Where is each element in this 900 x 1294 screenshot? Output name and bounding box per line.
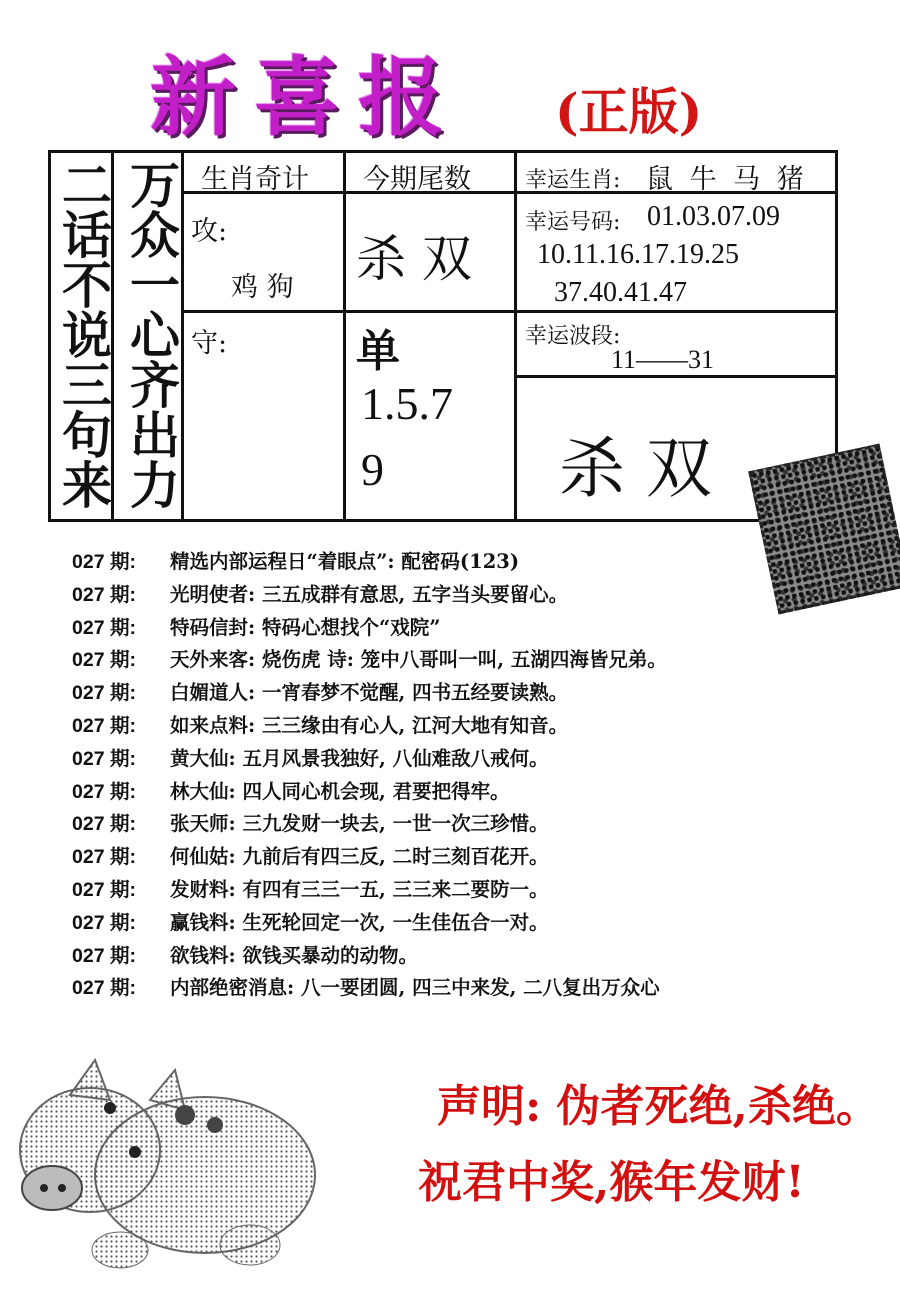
list-item: 027 期: 何仙姑: 九前后有四三反, 二时三刻百花开。	[72, 845, 549, 869]
lucky-band-label: 幸运波段:	[525, 324, 621, 349]
list-item: 027 期: 林大仙: 四人同心机会现, 君要把得牢。	[72, 779, 510, 803]
slogan-right: 万众一心齐出力	[122, 159, 181, 509]
attack-value: 鸡 狗	[231, 272, 294, 303]
lucky-zodiac-label: 幸运生肖:	[525, 168, 621, 193]
slogan-left: 二话不说三句来	[54, 159, 113, 509]
list-item: 027 期: 天外来客: 烧伤虎 诗: 笼中八哥叫一叫, 五湖四海皆兄弟。	[72, 648, 667, 672]
lucky-numbers-1: 01.03.07.09	[647, 201, 780, 232]
prediction-board	[48, 150, 838, 522]
tips-list	[72, 546, 872, 1005]
list-item: 027 期: 欲钱料: 欲钱买暴动的动物。	[72, 943, 418, 967]
list-item: 027 期: 黄大仙: 五月风景我独好, 八仙难敌八戒何。	[72, 746, 549, 770]
tail-digits-2: 9	[361, 444, 384, 495]
lucky-band-value: 11——31	[611, 345, 715, 374]
list-item: 027 期: 精选内部运程日“着眼点”: 配密码(123)	[72, 550, 520, 573]
lucky-number-label: 幸运号码:	[525, 210, 621, 235]
lucky-zodiac-value: 鼠 牛 马 猪	[646, 164, 808, 195]
list-item: 027 期: 张天师: 三九发财一块去, 一世一次三珍惜。	[72, 812, 549, 836]
attack-label: 攻:	[191, 216, 228, 247]
list-item: 027 期: 白媚道人: 一宵春梦不觉醒, 四书五经要读熟。	[72, 681, 569, 705]
piggy-bank-image	[0, 1040, 330, 1290]
list-item: 027 期: 内部绝密消息: 八一要团圆, 四三中来发, 二八复出万众心	[72, 976, 660, 1000]
lucky-numbers-2: 10.11.16.17.19.25	[537, 239, 739, 270]
blessing-text: 祝君中奖,猴年发财!	[418, 1157, 805, 1208]
newspaper-title: 新喜报	[150, 47, 462, 148]
zodiac-plan-header: 生肖奇计	[201, 164, 309, 195]
lucky-kill: 杀 双	[559, 430, 712, 507]
list-item: 027 期: 特码信封: 特码心想找个“戏院”	[72, 615, 441, 639]
single-label: 单	[356, 326, 400, 377]
tail-digits-1: 1.5.7	[361, 378, 453, 429]
list-item: 027 期: 光明使者: 三五成群有意思, 五字当头要留心。	[72, 582, 569, 606]
lucky-numbers-3: 37.40.41.47	[554, 277, 687, 308]
edition-label: (正版)	[555, 82, 703, 141]
list-item: 027 期: 如来点料: 三三缘由有心人, 江河大地有知音。	[72, 713, 569, 737]
list-item: 027 期: 赢钱料: 生死轮回定一次, 一生佳伍合一对。	[72, 910, 549, 934]
tail-header: 今期尾数	[363, 164, 471, 195]
list-item: 027 期: 发财料: 有四有三三一五, 三三来二要防一。	[72, 877, 549, 901]
declaration-text: 声明: 伪者死绝,杀绝。	[437, 1081, 880, 1132]
tail-kill: 杀 双	[356, 230, 472, 288]
defend-label: 守:	[191, 328, 228, 359]
